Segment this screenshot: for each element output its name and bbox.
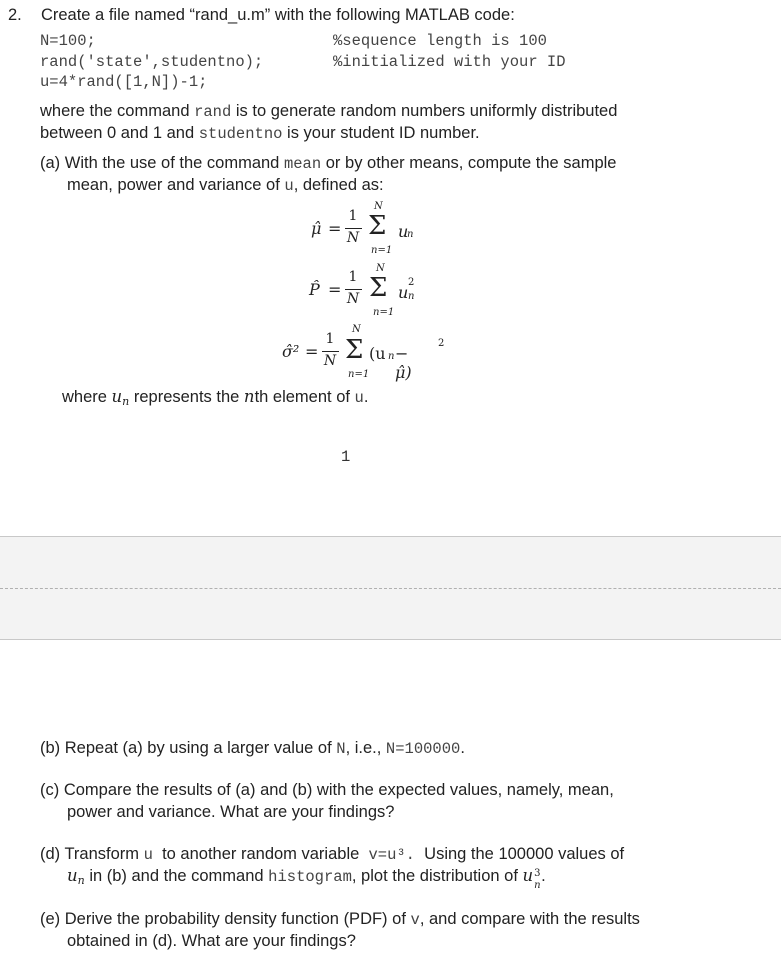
text: is to generate random numbers uniformly distributed: [231, 102, 618, 120]
sum-lower: n=1: [373, 307, 395, 318]
part-a-line-1: [40, 152, 617, 175]
code-histogram: histogram: [268, 868, 352, 886]
code-line-3: u=4*rand([1,N])-1;: [40, 73, 208, 91]
text: (e) Derive the probability density function (PDF) of: [40, 910, 411, 928]
part-c-line-1: (c) Compare the results of (a) and (b) with the expected values, namely, mean,: [40, 781, 614, 799]
term-rest: − μ̂): [395, 344, 412, 382]
text: , and compare with the results: [419, 910, 640, 928]
text: , plot the distribution of: [351, 867, 523, 885]
text: is your student ID number.: [282, 124, 480, 142]
frac-bar: [345, 289, 362, 290]
frac-den: N: [323, 353, 337, 369]
sum-lower: n=1: [348, 369, 370, 380]
frac-den: N: [346, 291, 360, 307]
page-break-band-bottom: [0, 588, 781, 640]
text: (b) Repeat (a) by using a larger value of: [40, 739, 337, 757]
code-comment-2: %initialized with your ID: [333, 53, 566, 71]
part-a-line-2: [67, 174, 384, 197]
text: to another random variable: [152, 845, 369, 863]
term-u-sub: n: [408, 291, 415, 302]
frac-den: N: [346, 230, 360, 246]
code-comment-1: %sequence length is 100: [333, 32, 547, 50]
text: th element of: [254, 388, 355, 406]
text: mean, power and variance of: [67, 176, 285, 194]
text: .: [363, 388, 369, 406]
p-hat: P̂: [309, 280, 320, 299]
text: or by other means, compute the sample: [321, 154, 617, 172]
part-c-line-2: power and variance. What are your findings?: [67, 803, 395, 821]
sigma-hat-sq: σ̂²: [282, 342, 300, 361]
term-sup: 2: [438, 338, 445, 349]
math-u: u: [67, 866, 78, 885]
text: where the command: [40, 102, 195, 120]
term-sub: n: [388, 351, 395, 362]
code-N: N: [336, 740, 346, 758]
sum-symbol: Σ: [345, 335, 364, 365]
code-rand: rand: [194, 103, 232, 121]
sum-symbol: Σ: [368, 211, 387, 241]
math-u: u: [111, 387, 123, 406]
text: where: [62, 388, 112, 406]
code-line-1: N=100;: [40, 32, 96, 50]
term-u-sub: n: [407, 229, 414, 240]
code-v-def: v=u³.: [368, 846, 415, 864]
text: (a) With the use of the command: [40, 154, 284, 172]
frac-num: 1: [348, 269, 358, 285]
equals: =: [328, 280, 342, 299]
text: , defined as:: [293, 176, 384, 194]
term-u: u: [398, 222, 409, 241]
part-b-line: [40, 737, 465, 760]
equals: =: [328, 219, 342, 238]
page-number: 1: [341, 448, 351, 466]
part-e-line-1: [40, 908, 640, 931]
term-u-sup: 2: [408, 277, 415, 288]
sum-lower: n=1: [371, 245, 393, 256]
sum-symbol: Σ: [369, 273, 388, 303]
text: .: [541, 867, 546, 885]
math-sub: n: [534, 880, 541, 891]
sum-upper: N: [374, 201, 383, 212]
text: between 0 and 1 and: [40, 124, 199, 142]
math-sup: 3: [534, 868, 541, 879]
text: in (b) and the command: [84, 867, 269, 885]
question-header: [8, 4, 515, 26]
code-mean: mean: [283, 155, 322, 173]
text: , i.e.,: [345, 739, 386, 757]
code-u: u: [354, 389, 364, 407]
math-u3-scripts: [533, 868, 541, 891]
question-number: 2.: [8, 6, 22, 24]
frac-num: 1: [325, 331, 335, 347]
sum-upper: N: [352, 324, 361, 335]
frac-bar: [322, 351, 339, 352]
math-n-sub: n: [122, 395, 130, 408]
code-line-2: rand('state',studentno);: [40, 53, 264, 71]
term-u: u: [398, 283, 409, 302]
sum-upper: N: [376, 263, 385, 274]
math-u: u: [522, 866, 534, 885]
text: represents the: [129, 388, 244, 406]
math-n-sub: n: [77, 874, 85, 887]
where-un-line: [62, 386, 368, 413]
text: (d) Transform: [40, 845, 144, 863]
page-break-band-top: [0, 536, 781, 589]
code-u: u: [143, 846, 153, 864]
code-u: u: [284, 177, 294, 195]
code-N-value: N=100000: [385, 740, 461, 758]
math-n: n: [243, 387, 255, 406]
code-v: v: [410, 911, 420, 929]
question-intro: Create a file named “rand_u.m” with the following MATLAB code:: [40, 6, 515, 24]
text: .: [460, 739, 465, 757]
rand-description-line-2: [40, 122, 480, 145]
equals: =: [305, 342, 319, 361]
part-d-line-2: [67, 865, 546, 892]
part-e-line-2: obtained in (d). What are your findings?: [67, 932, 356, 950]
frac-bar: [345, 228, 362, 229]
term-open: (u: [369, 344, 386, 363]
mu-hat: μ̂: [311, 219, 322, 238]
text: Using the 100000 values of: [414, 845, 625, 863]
rand-description-line-1: [40, 100, 617, 123]
frac-num: 1: [348, 208, 358, 224]
code-studentno: studentno: [198, 125, 283, 143]
